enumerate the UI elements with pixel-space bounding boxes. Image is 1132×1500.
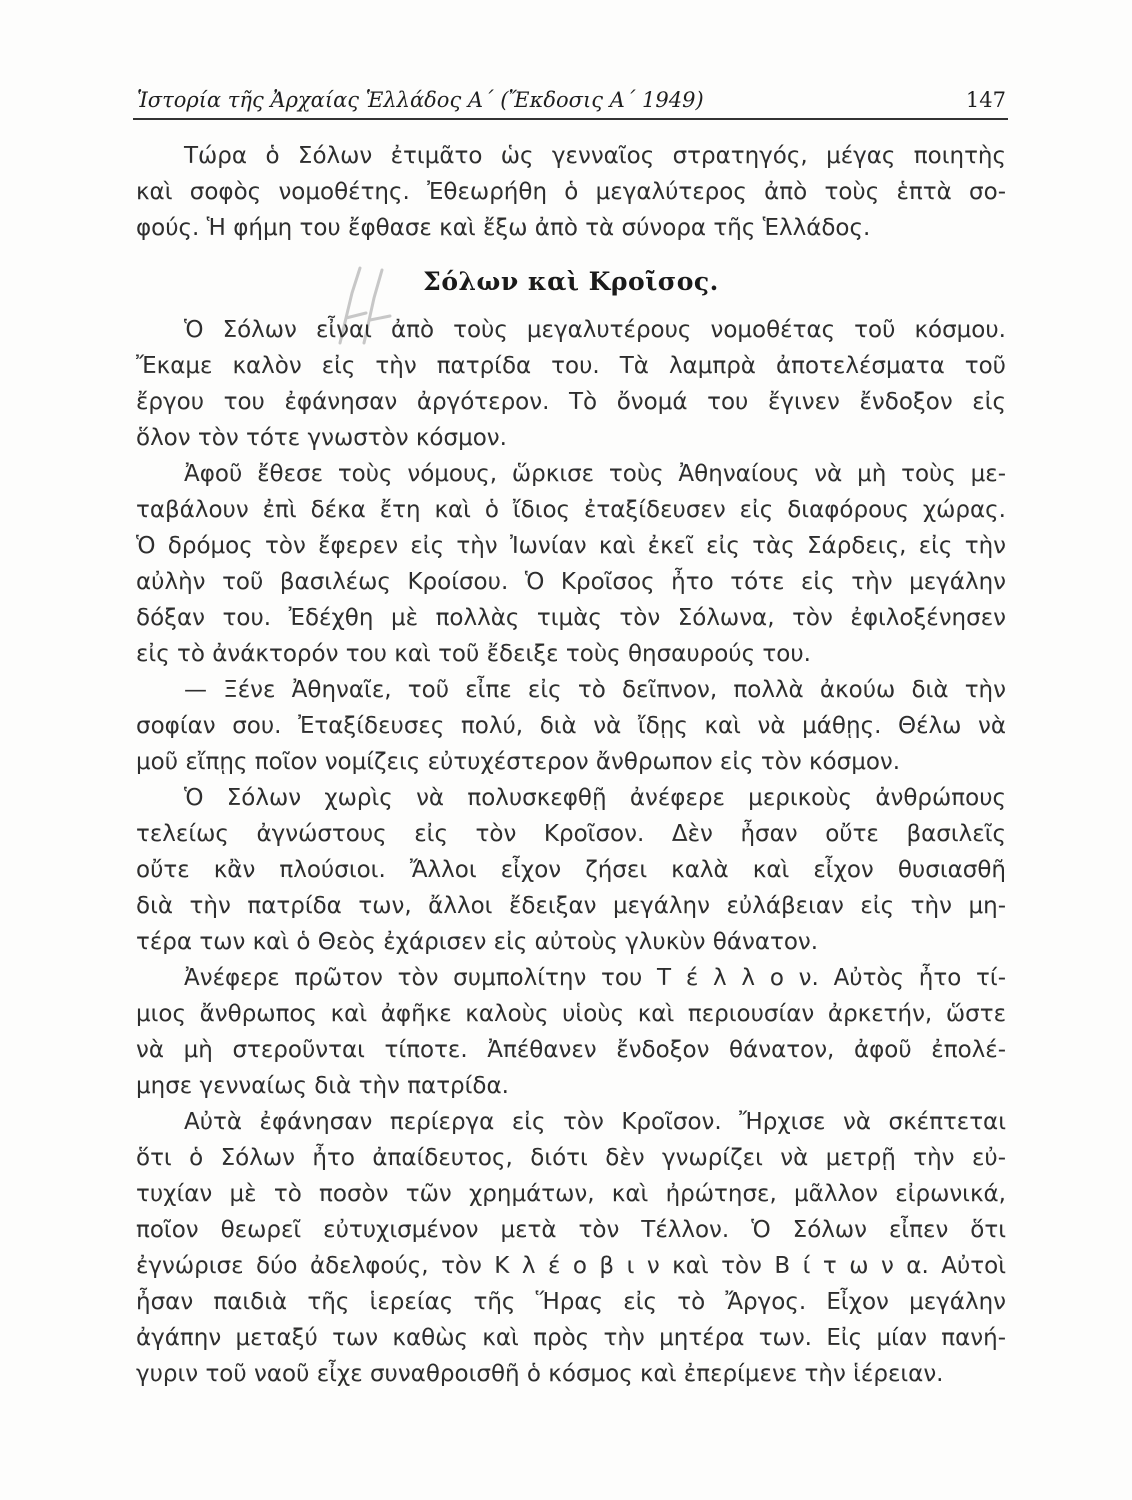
text-line: εἰς τὸ ἀνάκτορόν του καὶ τοῦ ἔδειξε τοὺς θησαυρούς του. [136, 641, 811, 667]
text-line: νὰ μὴ στεροῦνται τίποτε. Ἀπέθανεν ἔνδοξον θάνατον, ἀφοῦ ἐπολέ- [136, 1037, 1006, 1063]
text-line: ἐγνώρισε δύο ἀδελφούς, τὸν Κ λ έ ο β ι ν καὶ τὸν Β ί τ ω ν α. Αὐτοὶ [136, 1253, 1006, 1279]
text-line: — Ξένε Ἀθηναῖε, τοῦ εἶπε εἰς τὸ δεῖπνον, πολλὰ ἀκούω διὰ τὴν [184, 677, 1006, 703]
text-line: γυριν τοῦ ναοῦ εἶχε συναθροισθῆ ὁ κόσμος καὶ ἐπερίμενε τὴν ἱέρειαν. [136, 1361, 944, 1387]
paragraph-5 [136, 960, 1006, 1104]
text-line: ὅτι ὁ Σόλων ἦτο ἀπαίδευτος, διότι δὲν γνωρίζει νὰ μετρῇ τὴν εὐ- [136, 1145, 1006, 1171]
text-line: τυχίαν μὲ τὸ ποσὸν τῶν χρημάτων, καὶ ἠρώτησε, μᾶλλον εἰρωνικά, [136, 1181, 1006, 1207]
running-header [133, 84, 1008, 120]
paragraph-2 [136, 456, 1006, 672]
text-line: Ἀφοῦ ἔθεσε τοὺς νόμους, ὥρκισε τοὺς Ἀθηναίους νὰ μὴ τοὺς με- [184, 461, 1006, 487]
text-line: Ὁ δρόμος τὸν ἔφερεν εἰς τὴν Ἰωνίαν καὶ ἐκεῖ εἰς τὰς Σάρδεις, εἰς τὴν [136, 533, 1006, 559]
paragraph-1 [136, 312, 1006, 456]
text-line: φούς. Ἡ φήμη του ἔφθασε καὶ ἔξω ἀπὸ τὰ σύνορα τῆς Ἑλλάδος. [136, 215, 871, 241]
text-line: ὅλον τὸν τότε γνωστὸν κόσμον. [136, 425, 507, 451]
text-line: τέρα των καὶ ὁ Θεὸς ἐχάρισεν εἰς αὐτοὺς γλυκὺν θάνατον. [136, 929, 819, 955]
paragraph-6 [136, 1104, 1006, 1392]
text-line: Ἔκαμε καλὸν εἰς τὴν πατρίδα του. Τὰ λαμπρὰ ἀποτελέσματα τοῦ [136, 353, 1006, 379]
paragraph-4 [136, 780, 1006, 960]
text-line: σοφίαν σου. Ἐταξίδευσες πολύ, διὰ νὰ ἴδῃς καὶ νὰ μάθῃς. Θέλω νὰ [136, 713, 1006, 739]
text-line: ἀγάπην μεταξύ των καθὼς καὶ πρὸς τὴν μητέρα των. Εἰς μίαν πανή- [136, 1325, 1006, 1351]
text-line: Ἀνέφερε πρῶτον τὸν συμπολίτην του Τ έ λ λ ο ν. Αὐτὸς ἦτο τί- [184, 965, 1006, 991]
text-line: ἔργου του ἐφάνησαν ἀργότερον. Τὸ ὄνομά του ἔγινεν ἔνδοξον εἰς [136, 389, 1006, 415]
text-line: οὔτε κἂν πλούσιοι. Ἄλλοι εἶχον ζήσει καλὰ καὶ εἶχον θυσιασθῆ [136, 857, 1006, 883]
text-line: ταβάλουν ἐπὶ δέκα ἔτη καὶ ὁ ἴδιος ἐταξίδευσεν εἰς διαφόρους χώρας. [136, 497, 1006, 523]
text-line: Αὐτὰ ἐφάνησαν περίεργα εἰς τὸν Κροῖσον. Ἤρχισε νὰ σκέπτεται [184, 1109, 1006, 1135]
section-heading: Σόλων καὶ Κροῖσος. [423, 267, 719, 296]
page-number: 147 [965, 88, 1006, 112]
header-title: Ἱστορία τῆς Ἀρχαίας Ἑλλάδος Α΄ (Ἔκδοσις Α΄ 1949) [137, 88, 704, 112]
text-line: μιος ἄνθρωπος καὶ ἀφῆκε καλοὺς υἱοὺς καὶ περιουσίαν ἀρκετήν, ὥστε [136, 1001, 1006, 1027]
text-line: Τώρα ὁ Σόλων ἐτιμᾶτο ὡς γενναῖος στρατηγός, μέγας ποιητὴς [184, 143, 1006, 169]
text-line: αὐλὴν τοῦ βασιλέως Κροίσου. Ὁ Κροῖσος ἦτο τότε εἰς τὴν μεγάλην [136, 569, 1006, 595]
paragraph-3-dialogue [136, 672, 1006, 780]
text-line: δόξαν του. Ἐδέχθη μὲ πολλὰς τιμὰς τὸν Σόλωνα, τὸν ἐφιλοξένησεν [136, 605, 1006, 631]
text-line: διὰ τὴν πατρίδα των, ἄλλοι ἔδειξαν μεγάλην εὐλάβειαν εἰς τὴν μη- [136, 893, 1006, 919]
text-line: τελείως ἀγνώστους εἰς τὸν Κροῖσον. Δὲν ἦσαν οὔτε βασιλεῖς [136, 821, 1006, 847]
intro-paragraph [136, 138, 1006, 246]
body-text [136, 138, 1006, 1392]
text-line: ἦσαν παιδιὰ τῆς ἱερείας τῆς Ἥρας εἰς τὸ Ἄργος. Εἶχον μεγάλην [136, 1289, 1006, 1315]
text-line: ποῖον θεωρεῖ εὐτυχισμένον μετὰ τὸν Τέλλον. Ὁ Σόλων εἶπεν ὅτι [136, 1217, 1006, 1243]
text-line: μοῦ εἴπῃς ποῖον νομίζεις εὐτυχέστερον ἄνθρωπον εἰς τὸν κόσμον. [136, 749, 901, 775]
text-line: Ὁ Σόλων εἶναι ἀπὸ τοὺς μεγαλυτέρους νομοθέτας τοῦ κόσμου. [184, 317, 1006, 343]
text-line: Ὁ Σόλων χωρὶς νὰ πολυσκεφθῇ ἀνέφερε μερικοὺς ἀνθρώπους [184, 785, 1006, 811]
text-line: μησε γενναίως διὰ τὴν πατρίδα. [136, 1073, 509, 1099]
text-line: καὶ σοφὸς νομοθέτης. Ἐθεωρήθη ὁ μεγαλύτερος ἀπὸ τοὺς ἑπτὰ σο- [136, 179, 1006, 205]
